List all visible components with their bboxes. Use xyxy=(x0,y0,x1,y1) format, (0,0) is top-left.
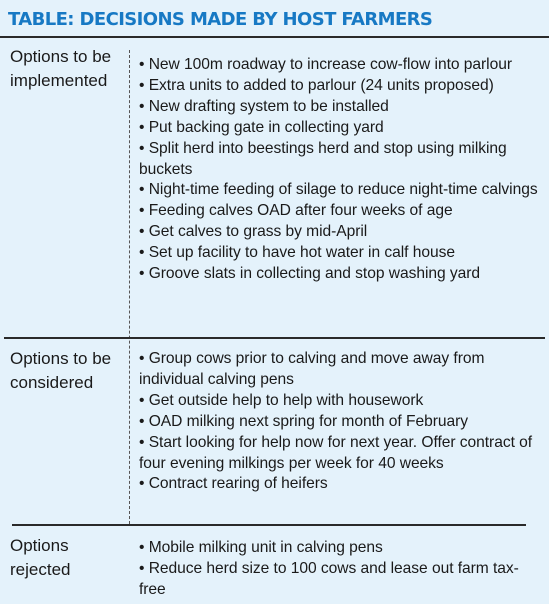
list-item: • Group cows prior to calving and move away from individual calving pens xyxy=(139,349,541,391)
title-divider xyxy=(0,36,549,38)
list-item: • Get outside help to help with housework xyxy=(139,391,541,412)
list-item: • Mobile milking unit in calving pens xyxy=(139,538,541,559)
section-label-implemented: Options to be implemented xyxy=(10,47,112,90)
list-item: • Night-time feeding of silage to reduce night-time calvings xyxy=(139,180,541,201)
list-item: • Feeding calves OAD after four weeks of age xyxy=(139,201,541,222)
table-title: TABLE: DECISIONS MADE BY HOST FARMERS xyxy=(8,9,433,30)
list-item: • Extra units to added to parlour (24 units proposed) xyxy=(139,76,541,97)
list-item: • New 100m roadway to increase cow-flow into parlour xyxy=(139,55,541,76)
list-item: • Start looking for help now for next year. Offer contract of four evening milkings per week for 40 weeks xyxy=(139,433,541,475)
list-item: • Get calves to grass by mid-April xyxy=(139,222,541,243)
list-item: • New drafting system to be installed xyxy=(139,97,541,118)
list-item: • OAD milking next spring for month of February xyxy=(139,412,541,433)
list-item: • Put backing gate in collecting yard xyxy=(139,118,541,139)
list-item: • Set up facility to have hot water in calf house xyxy=(139,243,541,264)
list-item: • Groove slats in collecting and stop washing yard xyxy=(139,264,541,285)
items-rejected xyxy=(139,538,541,601)
section-divider-2 xyxy=(12,524,526,526)
section-label-rejected: Options rejected xyxy=(10,536,71,579)
section-label-considered: Options to be considered xyxy=(10,349,112,392)
items-considered xyxy=(139,349,541,495)
list-item: • Contract rearing of heifers xyxy=(139,474,541,495)
column-divider xyxy=(129,50,130,524)
list-item: • Reduce herd size to 100 cows and lease out farm tax-free xyxy=(139,559,541,601)
section-divider-1 xyxy=(4,337,545,339)
list-item: • Split herd into beestings herd and stop using milking buckets xyxy=(139,139,541,181)
items-implemented xyxy=(139,55,541,285)
